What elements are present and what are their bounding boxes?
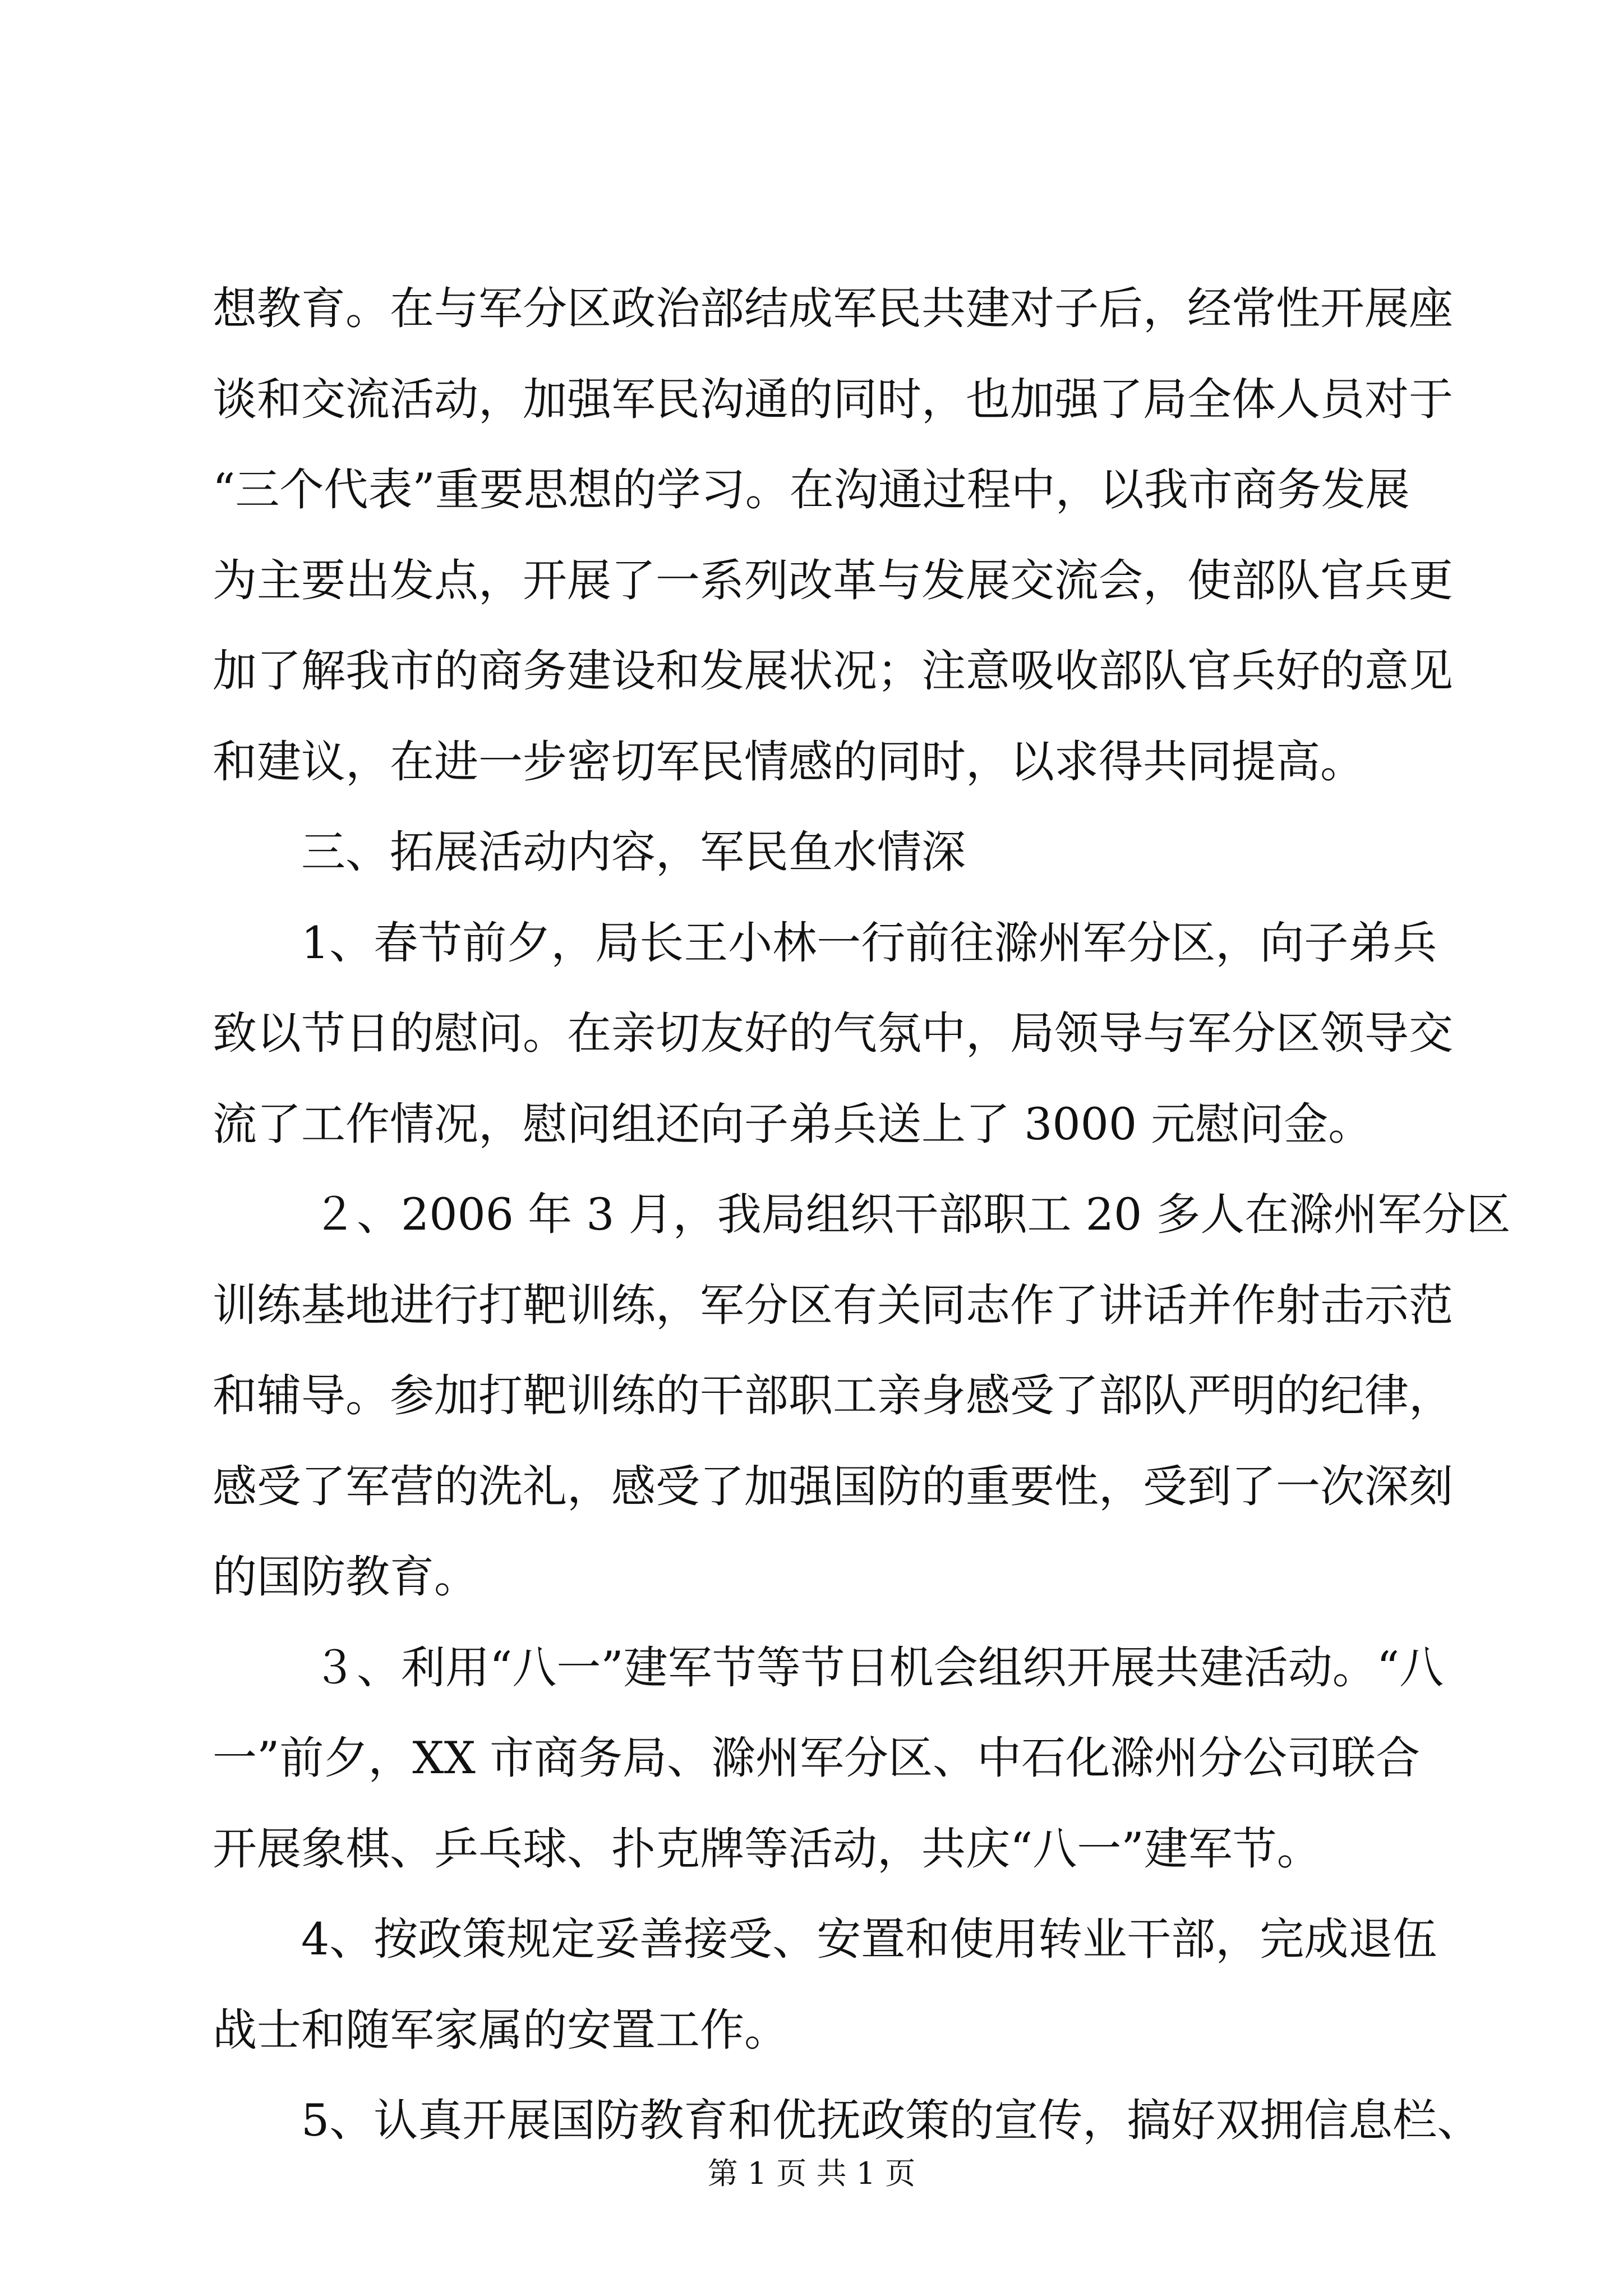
body-line: 为主要出发点，开展了一系列改革与发展交流会，使部队官兵更: [213, 554, 1453, 606]
body-line: 和建议，在进一步密切军民情感的同时，以求得共同提高。: [213, 735, 1364, 788]
body-line: 想教育。在与军分区政治部结成军民共建对子后，经常性开展座: [213, 283, 1453, 334]
body-line: 和辅导。参加打靶训练的干部职工亲身感受了部队严明的纪律，: [213, 1370, 1453, 1421]
list-item-line: ２、2006 年 3 月，我局组织干部职工 20 多人在滁州军分区: [312, 1189, 1511, 1240]
body-line: “三个代表”重要思想的学习。在沟通过程中，以我市商务发展: [213, 464, 1410, 516]
body-line: 战士和随军家属的安置工作。: [213, 2004, 789, 2056]
body-line: 加了解我市的商务建设和发展状况；注意吸收部队官兵好的意见: [213, 645, 1453, 697]
body-line: 感受了军营的洗礼，感受了加强国防的重要性，受到了一次深刻: [213, 1460, 1453, 1512]
body-line: 致以节日的慰问。在亲切友好的气氛中，局领导与军分区领导交: [213, 1007, 1453, 1059]
list-item-line: 4、按政策规定妥善接受、安置和使用转业干部，完成退伍: [301, 1913, 1437, 1965]
body-line: 流了工作情况，慰问组还向子弟兵送上了 3000 元慰问金。: [213, 1098, 1373, 1150]
section-heading: 三、拓展活动内容，军民鱼水情深: [301, 826, 966, 878]
body-line: 谈和交流活动，加强军民沟通的同时，也加强了局全体人员对于: [213, 373, 1453, 425]
body-line: 的国防教育。: [213, 1551, 478, 1603]
body-line: 开展象棋、乒乓球、扑克牌等活动，共庆“八一”建军节。: [213, 1823, 1321, 1875]
document-body: [213, 264, 1511, 2166]
list-item-line: 5、认真开展国防教育和优抚政策的宣传，搞好双拥信息栏、: [301, 2095, 1482, 2146]
list-item-line: ３、利用“八一”建军节等节日机会组织开展共建活动。“八: [312, 1641, 1444, 1694]
page-number-footer: 第 1 页 共 1 页: [707, 2156, 916, 2191]
list-item-line: 1、春节前夕，局长王小林一行前往滁州军分区，向子弟兵: [301, 917, 1437, 969]
body-line: 训练基地进行打靶训练，军分区有关同志作了讲话并作射击示范: [213, 1279, 1453, 1331]
body-line: 一”前夕，XX 市商务局、滁州军分区、中石化滁州分公司联合: [213, 1732, 1420, 1784]
